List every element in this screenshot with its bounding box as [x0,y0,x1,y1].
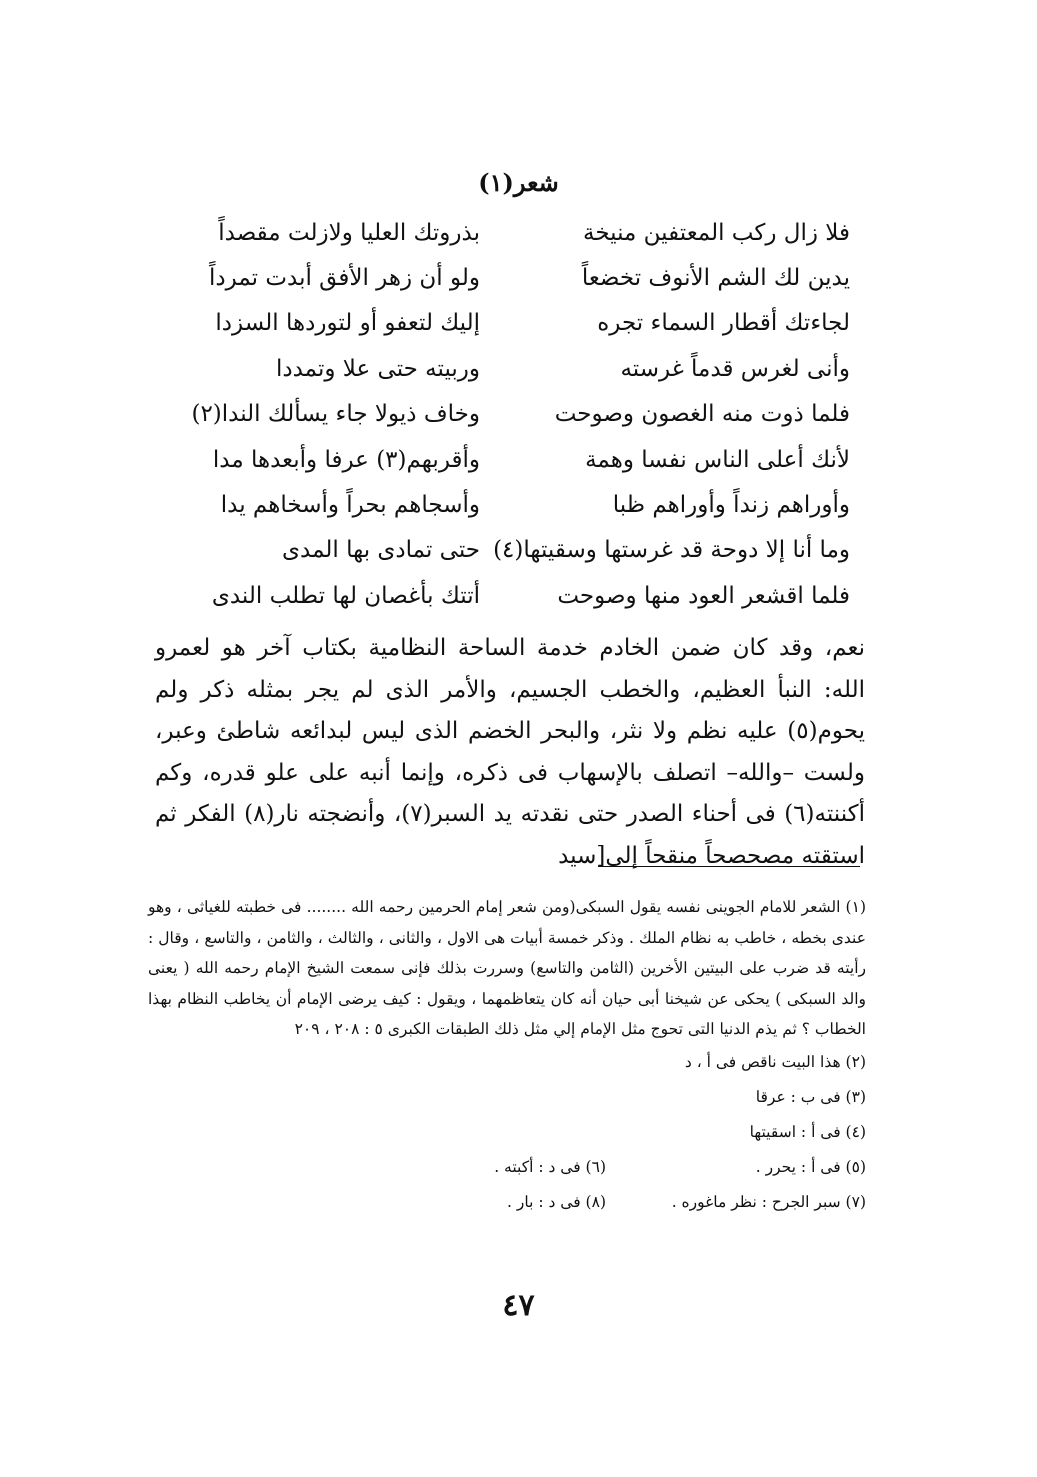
verse-second-hemistich: ولو أن زهر الأفق أبدت تمرداً [209,265,480,292]
verse-first-hemistich: لأنك أعلى الناس نفسا وهمة [585,446,850,473]
verse-second-hemistich: وربيته حتى علا وتمددا [275,355,480,382]
page-number: ٤٧ [502,1288,535,1323]
poem [150,210,850,619]
verse [150,392,850,437]
prose-paragraph: نعم، وقد كان ضمن الخادم خدمة الساحة النظامية بكتاب آخر هو لعمرو الله: النبأ العظيم، والخطب الجسيم، والأمر الذى لم يجر بمثله ذكر ولم يحوم(٥) عليه نظم ولا نثر، والبحر الخضم الذى ليس لبدائعه شاطئ وعبر، ولست –والله– اتصلف بالإسهاب فى ذكره، وإنما أنبه على علو قدره، وكم أكننته(٦) فى أحناء الصدر حتى نقدته يد السبر(٧)، وأنضجته نار(٨) الفكر ثم استقته مصحصحاً منقحاً إلى[سيد [155,635,865,869]
footnote-8: (٨) فى د : بار . [507,1192,606,1211]
verse-first-hemistich: فلما اقشعر العود منها وصوحت [557,582,850,609]
footnote-row [148,1185,866,1220]
verse-second-hemistich: حتى تمادى بها المدى [282,537,480,564]
verse-second-hemistich: وأقربهم(٣) عرفا وأبعدها مدا [212,446,480,473]
verse-first-hemistich: لجاءتك أقطار السماء تجره [597,310,850,337]
footnote-3: (٣) فى ب : عرقا [755,1087,866,1106]
verse-first-hemistich: وأوراهم زنداً وأوراهم ظبا [612,492,850,519]
verse-second-hemistich: وأسجاهم بحراً وأسخاهم يدا [220,492,480,519]
footnote-7: (٧) سبر الجرح : نظر ماغوره . [671,1192,866,1211]
verse [150,573,850,618]
verse [150,528,850,573]
verse [150,482,850,527]
verse-second-hemistich: بذروتك العليا ولازلت مقصداً [218,219,480,246]
verse-second-hemistich: أتتك بأغصان لها تطلب الندى [211,582,480,609]
footnote-4: (٤) فى أ : اسقيتها [749,1122,866,1141]
verse-first-hemistich: يدين لك الشم الأنوف تخضعاً [581,265,850,292]
verse-first-hemistich: فلا زال ركب المعتفين منيخة [582,219,850,246]
verse [150,255,850,300]
verse [150,210,850,255]
footnote-6: (٦) فى د : أكبته . [494,1157,606,1176]
footnote-1: (١) الشعر للامام الجوينى نفسه يقول السبكى(ومن شعر إمام الحرمين رحمه الله ........ فى خطبته للغياثى ، وهو عندى بخطه ، خاطب به نظام الملك . وذكر خمسة أبيات هى الاول ، والثانى ، والثالث ، والثامن ، والتاسع ، وقال : رأيته قد ضرب على البيتين الأخرين (الثامن والتاسع) وسررت بذلك فإنى سمعت الشيخ الإمام رحمه الله ( يعنى والد السبكى ) يحكى عن شيخنا أبى حيان أنه كان يتعاظمهما ، ويقول : كيف يرضى الإمام أن يخاطب النظام بهذا الخطاب ؟ ثم يذم الدنيا التى تحوج مثل الإمام إلي مثل ذلك الطبقات الكبرى ٥ : ٢٠٨ ، ٢٠٩ [148,898,866,1038]
footnote-row [148,1150,866,1185]
verse-first-hemistich: فلما ذوت منه الغصون وصوحت [554,401,850,428]
footnotes [148,892,866,1220]
verse [150,346,850,391]
footnote-divider [598,866,860,867]
footnote-2: (٢) هذا البيت ناقص فى أ ، د [684,1052,866,1071]
footnote-5: (٥) فى أ : يحرر . [755,1157,866,1176]
verse [150,437,850,482]
verse [150,301,850,346]
verse-first-hemistich: وما أنا إلا دوحة قد غرستها وسقيتها(٤) [493,537,850,564]
verse-second-hemistich: إليك لتعفو أو لتوردها السزدا [215,310,480,337]
verse-second-hemistich: وخاف ذيولا جاء يسألك الندا(٢) [191,401,480,428]
poem-title: شعر(١) [478,168,559,197]
verse-first-hemistich: وأنى لغرس قدماً غرسته [620,355,850,382]
